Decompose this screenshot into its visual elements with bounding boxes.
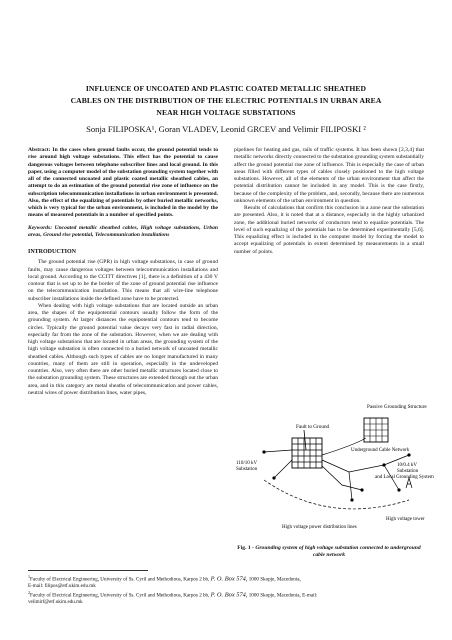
footnote-1 (28, 574, 424, 583)
abstract-label: Abstract: (28, 147, 51, 153)
grounding-system-diagram (234, 360, 434, 532)
power-line (264, 480, 409, 509)
caption-text: Grounding system of high voltage substation connected to underground cable network (255, 545, 421, 558)
figure-1 (234, 360, 434, 532)
footnote-divider (28, 570, 148, 571)
figure-caption (234, 545, 424, 559)
footnote-tail: 1000 Skopje, Macedonia, (247, 576, 301, 583)
label-substation-110 (236, 461, 258, 472)
paragraph: pipelines for heating and gas, rails of traffic systems. It has been shown [2,3,4] that metallic networks directly connected to the substation grounding system substantially affect the ground potential rise zone of influence. This is especially the case of urban areas filled with different types of cables closely positioned to the high voltage substations. However, all of the elements of the urban environment that affect the potential distribution cannot be included in any model. This is the case firstly, because of the complexity of the problem, and, secondly, because there are numerous unknown elements of the urban environment in question. (234, 147, 424, 204)
label-line: Substation (397, 469, 419, 474)
abstract (28, 147, 218, 220)
label-line: Substation (236, 467, 258, 472)
section-heading: INTRODUCTION (28, 249, 77, 255)
author-list: Sonja FILIPOSKA¹, Goran VLADEV, Leonid GRCEV and Velimir FILIPOSKI ² (86, 124, 366, 134)
label-passive: Passive Grounding Structure (367, 404, 427, 410)
keywords (28, 225, 218, 240)
label-fault: Fault to Ground (296, 424, 330, 430)
passive-grid (364, 418, 388, 442)
label-line: 10/0.4 kV (397, 463, 417, 468)
paper-title (40, 83, 412, 119)
abstract-text: In the cases when ground faults occur, the ground potential tends to rise around high voltage substations. This effect has the potential to cause dangerous voltages between telephone subscriber lines and local ground. In this paper, using a computer model of the substation grounding system together with all of the connected uncoated and plastic coated metallic sheathed cables, an attempt to do an estimation of the ground potential rise zone of influence on the subscription telecommunication installations in urban environment is presented. Also, the effect of the equalizing of potentials by other buried metallic networks, which is very typical for the urban environment, is included in the model by the means of measured potentials in a number of specified points. (28, 147, 219, 219)
substation-grid (292, 438, 322, 468)
label-underground: Underground Cable Network (351, 448, 410, 453)
label-line: and Local Grounding System (375, 475, 434, 480)
footnote-2-email: velimirf@etf.ukim.edu.mk (28, 599, 83, 606)
paragraph: The ground potential rise (GPR) in high voltage substations, in case of ground faults, may cause dangerous voltages between telecommunication installations and local ground. According to the CCITT directives [1], there is a definition of a 430 V contour that is set up to be the border of the zone of ground potential rise influence on the telecommunication installation. This means that all wire-line telephone subscriber installations inside the defined zone have to be protected. (28, 259, 218, 302)
left-column (28, 147, 218, 397)
footnotes (28, 574, 424, 606)
footnote-box: P. O. Box 574, (210, 591, 248, 599)
title-line-2: CABLES ON THE DISTRIBUTION OF THE ELECTRIC POTENTIALS IN URBAN AREA (70, 96, 382, 105)
caption-label: Fig. 1 - (237, 545, 254, 551)
right-column (234, 147, 424, 256)
label-line: 110/10 kV (236, 461, 257, 466)
paragraph: When dealing with high voltage substations that are located outside an urban area, the shapes of the equipotential contours usually follow the form of the grounding system. At larger distances the equipotential contours tend to become circles. Typically the ground potential value decays very fast in radial direction, especially far from the zone of the substation. However, when we are dealing with high voltage substations that are located in urban areas, the grounding system of the high voltage substation is often connected to a buried network of uncoated metallic sheathed cables. Although such types of cables are no longer manufactured in many countries, many of them are still in operation, especially in the undeveloped countries. Also, very often there are other buried metallic structures located close to the substation grounding system. These structures are extended through out the urban area, and in this category are metal sheaths of telecommunication and power cables, neutral wires of power distribution lines, water pipes, (28, 302, 218, 396)
title-line-3: NEAR HIGH VOLTAGE SUBSTATIONS (156, 108, 296, 117)
footnote-mark: 2 (28, 589, 30, 595)
footnote-2 (28, 590, 424, 599)
footnote-text: Faculty of Electrical Engineering, University of Ss. Cyril and Methodious, Karpos 2 bb, (30, 592, 211, 599)
footnote-text: Faculty of Electrical Engineering, University of Ss. Cyril and Methodious, Karpos 2 bb, (30, 576, 211, 583)
keywords-label: Keywords: (28, 224, 53, 231)
title-line-1: INFLUENCE OF UNCOATED AND PLASTIC COATED METALLIC SHEATHED (85, 84, 367, 93)
footnote-tail: 1000 Skopje, Macedonia, E-mail: (247, 592, 318, 599)
label-power-line: High voltage power distribution lines (282, 525, 357, 530)
keywords-text: Uncoated metallic sheathed cables, High voltage substations, Urban areas, Ground rise potential, Telecommunication installations (28, 224, 218, 238)
footnote-box: P. O. Box 574, (210, 575, 248, 583)
footnote-1-email: E-mail: filipos@etf.ukim.edu.mk (28, 583, 96, 590)
footnote-mark: 1 (28, 574, 30, 579)
label-tower: High voltage tower (386, 517, 425, 522)
paragraph: Results of calculations that confirm this conclusion in a zone near the substation are presented. Also, it is noted that at a distance, especially in the highly urbanized zone, the additional buried networks of conductors tend to equalize potentials. The level of such equalizing of the potentials has to be determined experimentally [5,6]. This equalizing effect is included in the computer model by forcing the model to accept equalizing of potentials in extent determined by measurements in a small number of points. (234, 205, 424, 255)
